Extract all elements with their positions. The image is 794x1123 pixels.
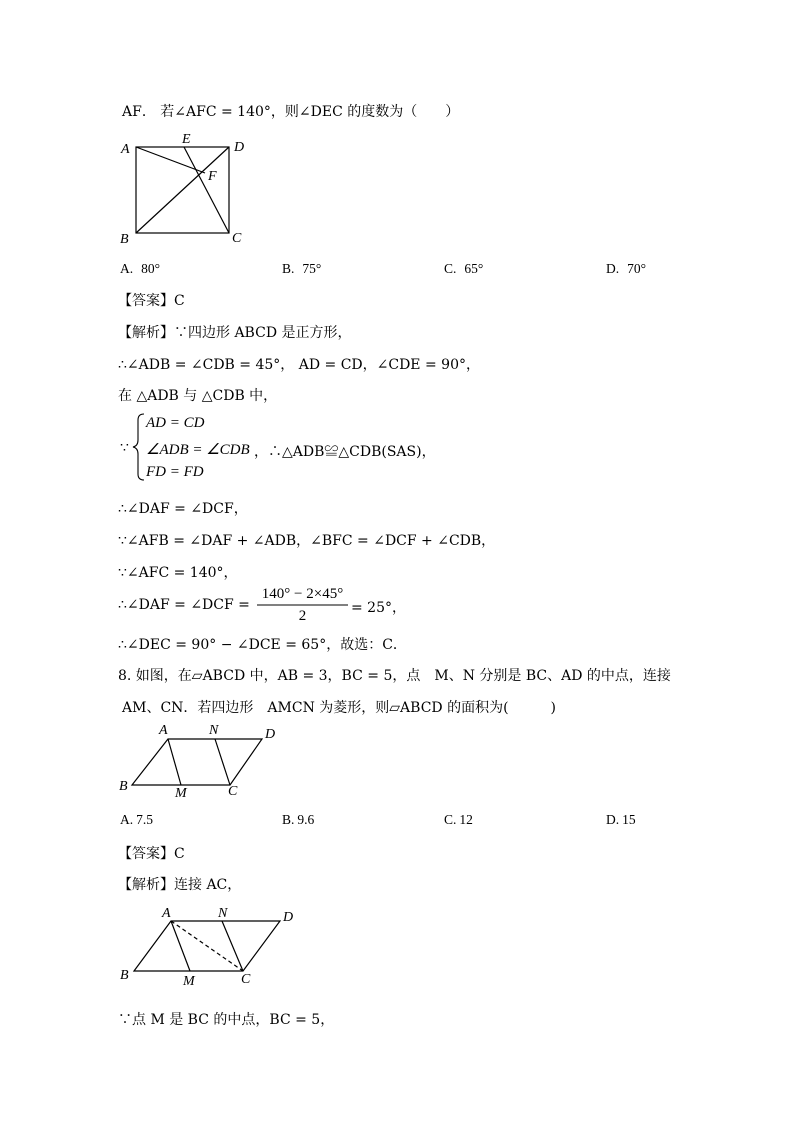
fig8-label-a: A — [159, 723, 168, 738]
fig8b-label-m: M — [183, 974, 195, 989]
parallelogram-abcd — [132, 739, 262, 785]
q7-analysis-0: 【解析】∵四边形 ABCD 是正方形， — [118, 325, 352, 341]
q7-analysis-2: 在 △ADB 与 △CDB 中， — [118, 388, 278, 404]
q7-analysis-7: ∴∠DAF = ∠DCF = — [118, 597, 250, 613]
since-symbol: ∵ — [120, 440, 129, 456]
fig8b-label-b: B — [120, 968, 129, 983]
q7-analysis-4: ∴∠DAF = ∠DCF， — [118, 501, 248, 517]
q8-answer: 【答案】C — [118, 846, 185, 862]
q7-stem: AF． 若∠AFC = 140°，则∠DEC 的度数为（ ） — [122, 104, 460, 120]
segment-nc — [215, 739, 230, 785]
fig8-label-n: N — [209, 723, 219, 738]
fig8b-label-c: C — [241, 972, 251, 987]
segment-am — [168, 739, 181, 785]
fig8-label-b: B — [119, 779, 128, 794]
segment-af — [136, 147, 205, 173]
q8-analysis-2: ∵点 M 是 BC 的中点，BC = 5， — [118, 1012, 335, 1028]
fig7-label-d: D — [234, 140, 245, 155]
q8-stem-2: AM、CN．若四边形 AMCN 为菱形，则▱ABCD 的面积为( ) — [122, 700, 556, 716]
q8-option-c: C. 12 — [444, 812, 473, 827]
segment-am-2 — [171, 921, 190, 971]
system-eq-3: FD = FD — [146, 464, 204, 480]
q7-analysis-1: ∴∠ADB = ∠CDB = 45°， AD = CD，∠CDE = 90°， — [118, 357, 480, 373]
system-eq-1: AD = CD — [146, 415, 205, 431]
q7-option-d: D. 70° — [606, 261, 647, 276]
segment-nc-2 — [222, 921, 243, 971]
fraction-denominator: 2 — [298, 608, 307, 624]
fig7-label-c: C — [232, 231, 242, 246]
q8-analysis-1: 【解析】连接 AC， — [118, 877, 242, 893]
fig8-label-d: D — [265, 727, 276, 742]
q8-stem-1: 8. 如图，在▱ABCD 中，AB = 3，BC = 5，点 M、N 分别是 BC、AD 的中点，连接 — [118, 668, 671, 684]
diagonal-bd — [136, 147, 229, 233]
q7-option-b: B. 75° — [282, 261, 322, 276]
fig8b-label-n: N — [218, 906, 228, 921]
q7-analysis-5: ∵∠AFB = ∠DAF + ∠ADB，∠BFC = ∠DCF + ∠CDB， — [118, 533, 496, 549]
fig8b-label-d: D — [283, 910, 294, 925]
fig7-label-b: B — [120, 232, 129, 247]
q8-option-a: A. 7.5 — [120, 812, 153, 827]
q7-option-a: A. 80° — [120, 261, 161, 276]
segment-ec — [184, 147, 229, 233]
fig7-label-e: E — [182, 132, 191, 147]
system-eq-2: ∠ADB = ∠CDB — [146, 442, 250, 458]
fraction-numerator: 140° − 2×45° — [261, 586, 344, 602]
q7-analysis-3: ，∴△ADB≌△CDB(SAS)， — [254, 444, 436, 460]
q7-option-c: C. 65° — [444, 261, 484, 276]
system-brace — [133, 414, 144, 480]
fig7-label-a: A — [121, 142, 130, 157]
fig8b-label-a: A — [162, 906, 171, 921]
q8-option-b: B. 9.6 — [282, 812, 315, 827]
q7-analysis-6: ∵∠AFC = 140°， — [118, 565, 238, 581]
fig8-label-m: M — [175, 786, 187, 801]
q7-analysis-8: = 25°， — [351, 600, 406, 616]
fig8-label-c: C — [228, 784, 238, 799]
q7-answer: 【答案】C — [118, 293, 185, 309]
fig7-label-f: F — [208, 169, 217, 184]
q8-option-d: D. 15 — [606, 812, 636, 827]
q7-analysis-9: ∴∠DEC = 90° − ∠DCE = 65°，故选：C． — [118, 637, 407, 653]
